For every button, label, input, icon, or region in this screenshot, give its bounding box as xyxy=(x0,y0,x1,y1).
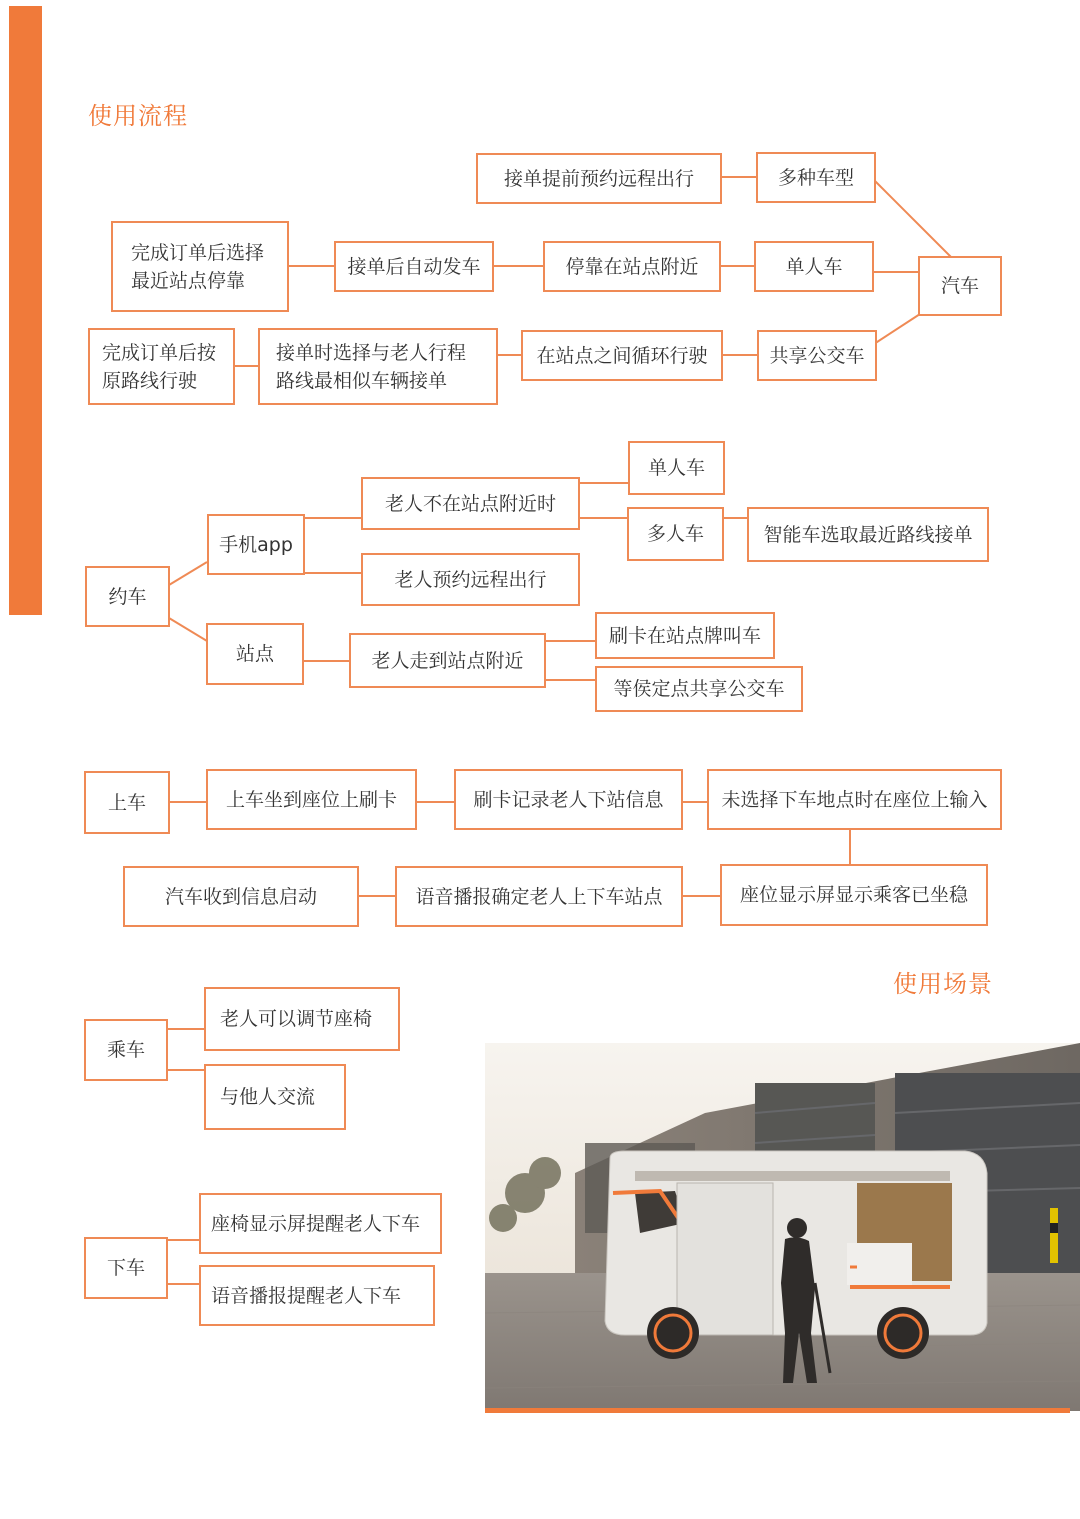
bus-step-1-node: 在站点之间循环行驶 xyxy=(521,330,723,381)
exit-item-2-node: 语音播报提醒老人下车 xyxy=(199,1265,435,1326)
exit-node: 下车 xyxy=(84,1237,168,1299)
bus-step-3-node: 完成订单后按 原路线行驶 xyxy=(88,328,235,405)
smart-car-node: 智能车选取最近路线接单 xyxy=(747,507,989,562)
swipe-card-node: 刷卡在站点牌叫车 xyxy=(595,612,775,659)
board-step-4-node: 座位显示屏显示乘客已坐稳 xyxy=(720,864,988,926)
walk-to-station-node: 老人走到站点附近 xyxy=(349,633,546,688)
single-car-node: 单人车 xyxy=(628,441,725,495)
station-node: 站点 xyxy=(206,623,304,685)
board-step-6-node: 汽车收到信息启动 xyxy=(123,866,359,927)
multi-car-node: 多人车 xyxy=(627,507,724,561)
type-single-node: 单人车 xyxy=(754,241,874,292)
car-node: 汽车 xyxy=(918,256,1002,316)
book-car-node: 约车 xyxy=(85,566,170,627)
board-step-1-node: 上车坐到座位上刷卡 xyxy=(206,769,417,830)
process-section-title: 使用流程 xyxy=(88,102,188,130)
ride-node: 乘车 xyxy=(84,1019,168,1081)
bus-step-2-node: 接单时选择与老人行程 路线最相似车辆接单 xyxy=(258,328,498,405)
multi-step-node: 接单提前预约远程出行 xyxy=(476,153,722,204)
single-step-2-node: 接单后自动发车 xyxy=(334,241,494,292)
not-near-station-node: 老人不在站点附近时 xyxy=(361,477,580,530)
phone-app-node: 手机app xyxy=(207,514,305,575)
single-step-1-node: 停靠在站点附近 xyxy=(543,241,721,292)
shuttle-scene-photo xyxy=(485,1043,1080,1411)
wait-bus-node: 等侯定点共享公交车 xyxy=(595,666,803,712)
type-bus-node: 共享公交车 xyxy=(757,330,877,381)
remote-booking-node: 老人预约远程出行 xyxy=(361,553,580,606)
type-multi-node: 多种车型 xyxy=(756,152,876,203)
board-node: 上车 xyxy=(84,771,170,834)
ride-item-2-node: 与他人交流 xyxy=(204,1064,346,1130)
board-step-3-node: 未选择下车地点时在座位上输入 xyxy=(707,769,1002,830)
exit-item-1-node: 座椅显示屏提醒老人下车 xyxy=(199,1193,442,1254)
scene-section-title: 使用场景 xyxy=(893,970,993,998)
ride-item-1-node: 老人可以调节座椅 xyxy=(204,987,400,1051)
single-step-3-node: 完成订单后选择 最近站点停靠 xyxy=(111,221,289,312)
photo-accent-underline xyxy=(485,1408,1070,1413)
board-step-2-node: 刷卡记录老人下站信息 xyxy=(454,769,683,830)
board-step-5-node: 语音播报确定老人上下车站点 xyxy=(395,866,683,927)
